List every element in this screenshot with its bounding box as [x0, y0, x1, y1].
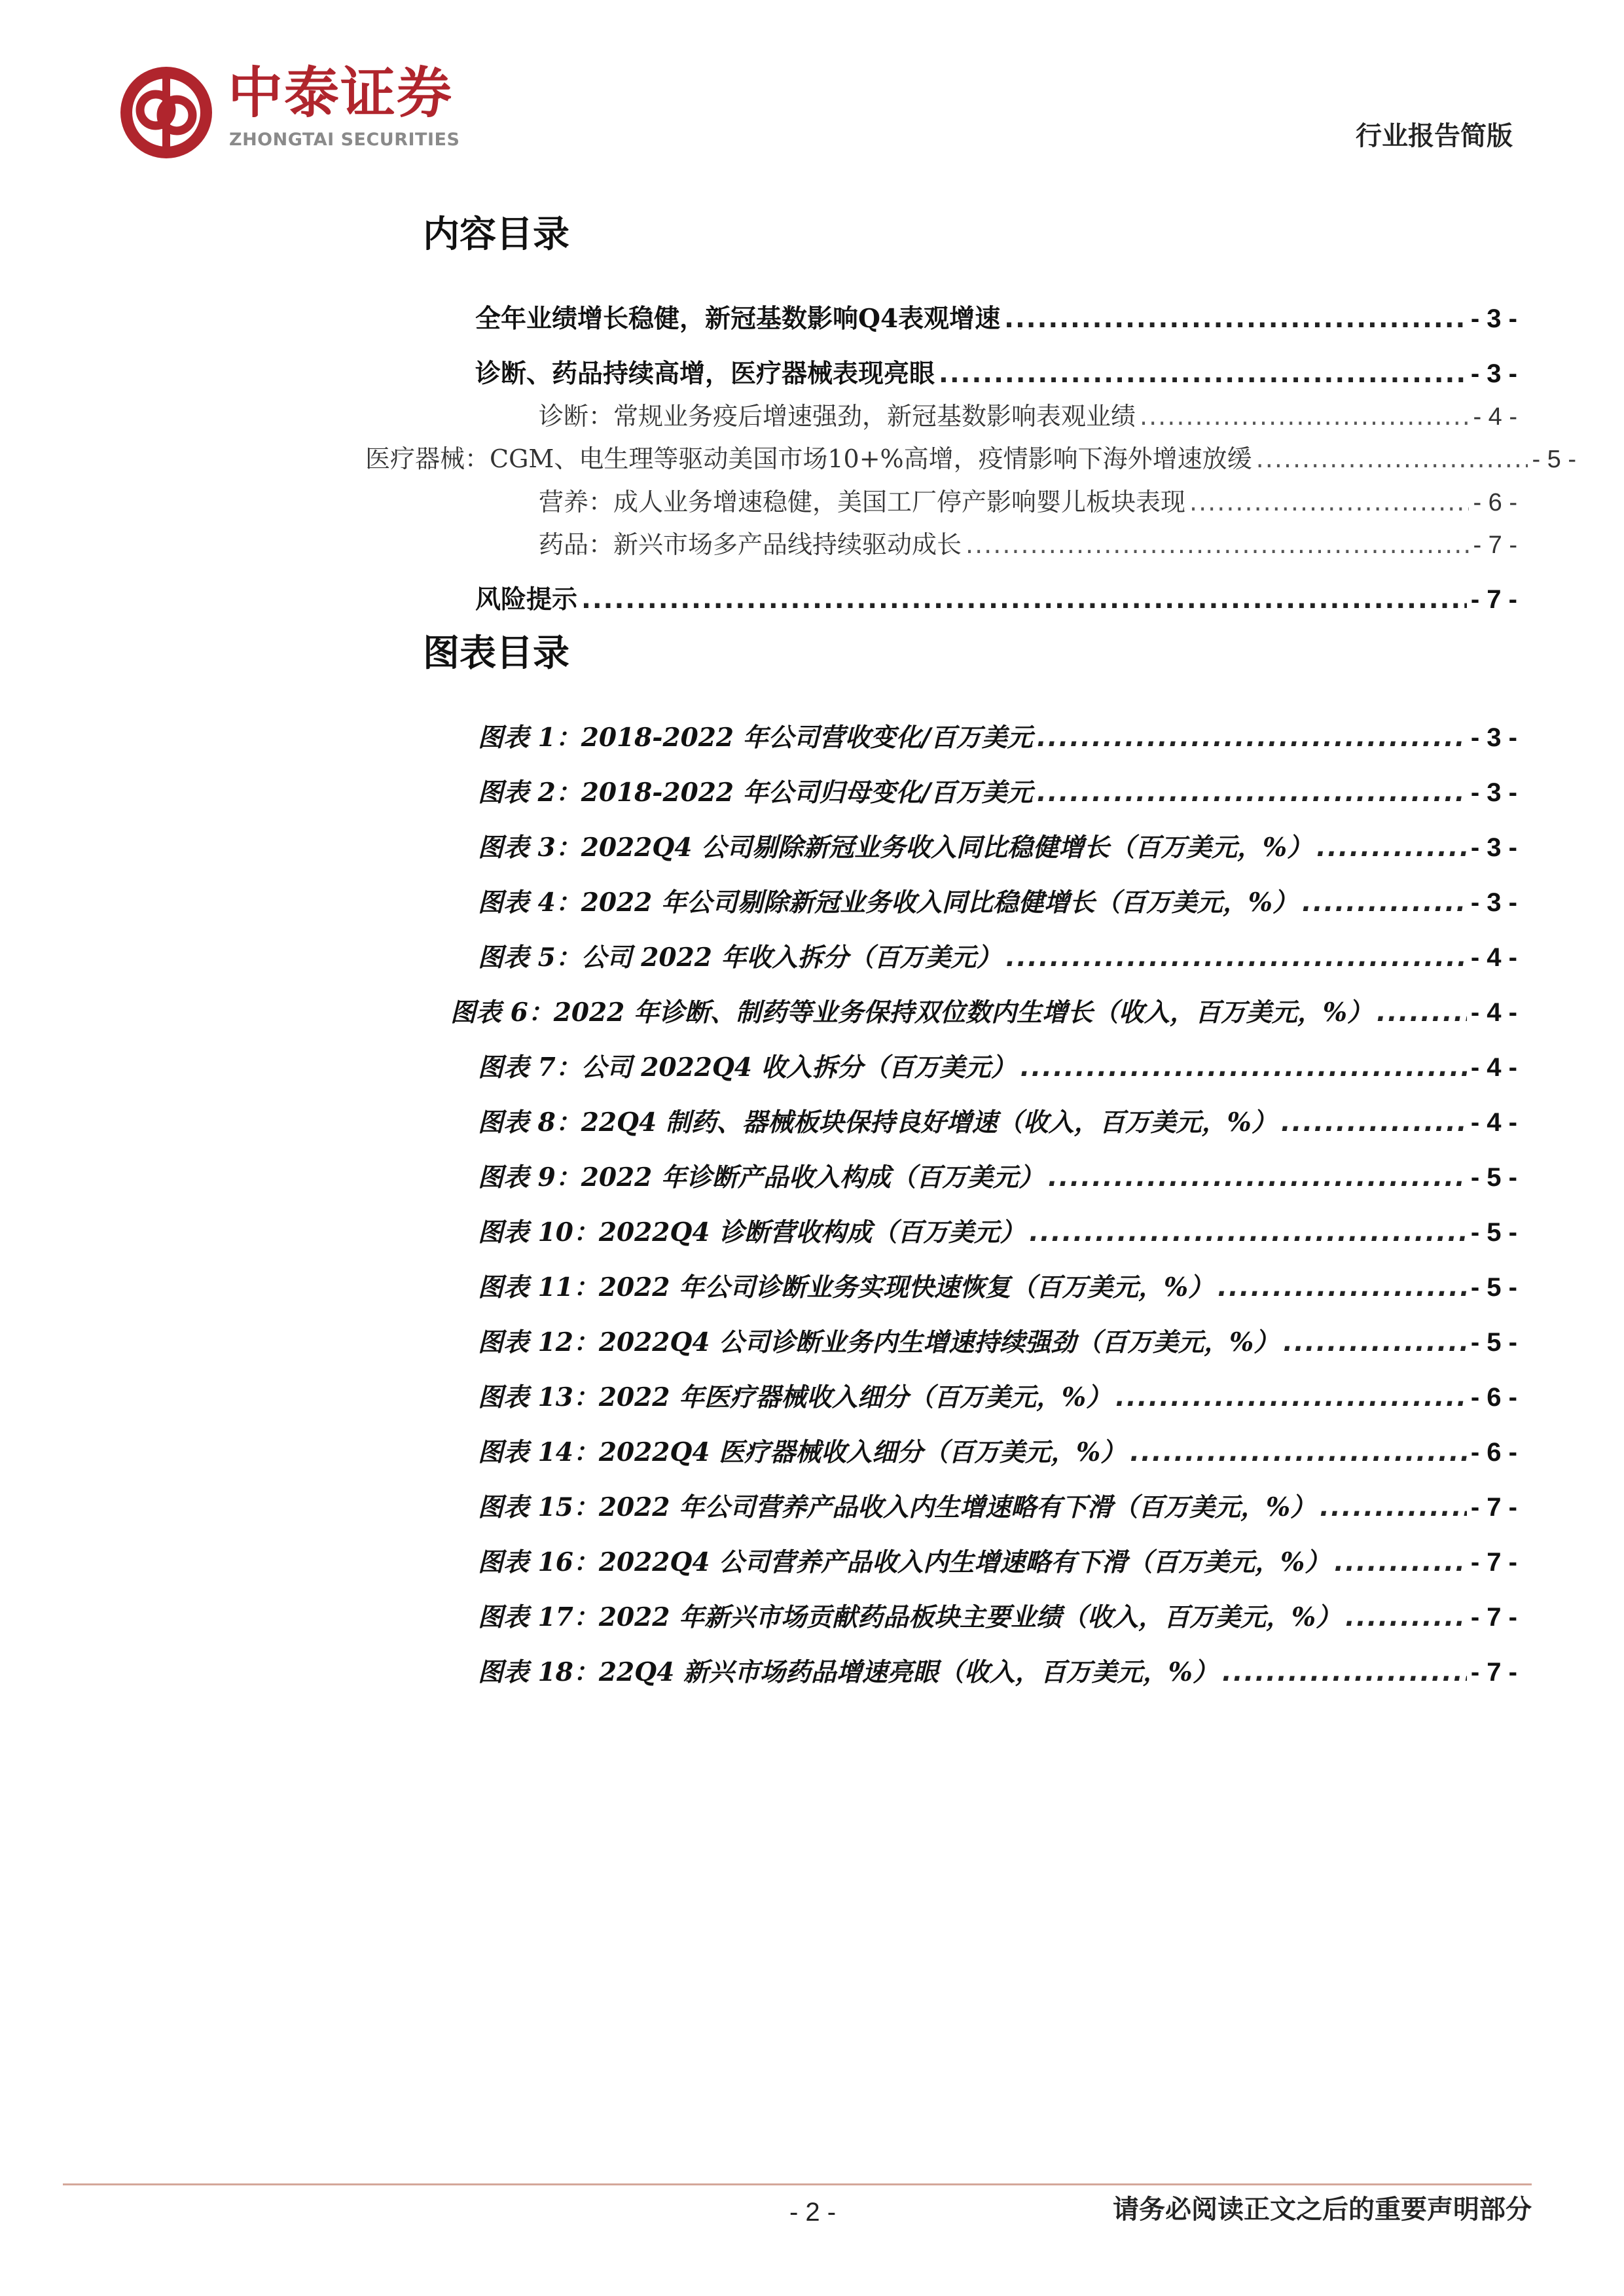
figure-item[interactable] [478, 1597, 1517, 1632]
dot-leader [1283, 1328, 1467, 1357]
toc-item-text: 诊断：常规业务疫后增速强劲，新冠基数影响表观业绩 [539, 402, 1136, 431]
toc-item-text: 全年业绩增长稳健，新冠基数影响Q4表观增速 [475, 304, 1001, 334]
figure-item-page: - 5 - [1470, 1328, 1517, 1357]
toc-item[interactable] [475, 579, 1517, 615]
dot-leader [1281, 1108, 1467, 1138]
figure-item-text: 图表 12：2022Q4 公司诊断业务内生增速持续强劲（百万美元，%） [478, 1327, 1280, 1357]
figure-item-text: 图表 13：2022 年医疗器械收入细分（百万美元，%） [478, 1382, 1112, 1412]
dot-leader [1345, 1603, 1467, 1632]
toc-item[interactable] [475, 353, 1517, 389]
figure-item-text: 图表 2：2018-2022 年公司归母变化/百万美元 [478, 778, 1033, 808]
dot-leader [1218, 1273, 1467, 1302]
toc-item-page: - 5 - [1532, 446, 1576, 473]
dot-leader [1256, 444, 1528, 473]
toc-item-page: - 7 - [1470, 585, 1517, 614]
page-header [0, 0, 1624, 170]
figure-item-page: - 7 - [1470, 1493, 1517, 1522]
dot-leader [1302, 888, 1467, 918]
figure-item-page: - 4 - [1470, 1053, 1517, 1082]
figure-item-text: 图表 18：22Q4 新兴市场药品增速亮眼（收入，百万美元，%） [478, 1657, 1218, 1687]
dot-leader [1020, 1053, 1467, 1083]
dot-leader [965, 530, 1469, 559]
dot-leader [1037, 778, 1467, 808]
figure-item-text: 图表 8：22Q4 制药、器械板块保持良好增速（收入，百万美元，%） [478, 1107, 1277, 1138]
figure-item-page: - 5 - [1470, 1273, 1517, 1302]
figure-item[interactable] [478, 1652, 1517, 1687]
figure-item-text: 图表 7：公司 2022Q4 收入拆分（百万美元） [478, 1052, 1017, 1083]
figure-item-page: - 6 - [1470, 1383, 1517, 1412]
dot-leader [939, 359, 1467, 389]
figure-item-page: - 3 - [1470, 833, 1517, 862]
toc-item[interactable] [539, 396, 1517, 431]
figure-item[interactable] [478, 1432, 1517, 1467]
dot-leader [1130, 1438, 1467, 1467]
toc-item-text: 诊断、药品持续高增，医疗器械表现亮眼 [475, 359, 935, 389]
toc-item[interactable] [365, 439, 1576, 473]
footer-disclaimer: 请务必阅读正文之后的重要声明部分 [1113, 2194, 1532, 2225]
dot-leader [1316, 833, 1467, 863]
toc-item-text: 医疗器械：CGM、电生理等驱动美国市场10+%高增，疫情影响下海外增速放缓 [365, 444, 1252, 473]
figure-item-text: 图表 4：2022 年公司剔除新冠业务收入同比稳健增长（百万美元，%） [478, 888, 1298, 918]
figure-item[interactable] [478, 1047, 1517, 1083]
figure-item[interactable] [478, 1322, 1517, 1357]
figure-item[interactable] [478, 1542, 1517, 1577]
figure-item-page: - 3 - [1470, 888, 1517, 917]
figure-item-text: 图表 9：2022 年诊断产品收入构成（百万美元） [478, 1162, 1044, 1193]
dot-leader [1005, 943, 1466, 973]
figure-item-page: - 5 - [1470, 1163, 1517, 1192]
figure-item-text: 图表 14：2022Q4 医疗器械收入细分（百万美元，%） [478, 1437, 1127, 1467]
toc-item-page: - 3 - [1470, 304, 1517, 333]
toc-item-page: - 4 - [1473, 403, 1517, 431]
figure-item-text: 图表 16：2022Q4 公司营养产品收入内生增速略有下滑（百万美元，%） [478, 1547, 1331, 1577]
zhongtai-logo-icon [118, 64, 215, 161]
figure-item-page: - 7 - [1470, 1548, 1517, 1577]
toc-item[interactable] [539, 482, 1517, 516]
toc-item-page: - 7 - [1473, 531, 1517, 559]
figure-item[interactable] [478, 772, 1517, 808]
figures-title: 图表目录 [423, 632, 569, 675]
figure-item-text: 图表 17：2022 年新兴市场贡献药品板块主要业绩（收入，百万美元，%） [478, 1602, 1342, 1632]
page-number: - 2 - [789, 2198, 837, 2227]
figure-item[interactable] [478, 717, 1517, 753]
figure-item-page: - 5 - [1470, 1218, 1517, 1247]
figure-item[interactable] [450, 992, 1517, 1028]
figure-item-text: 图表 11：2022 年公司诊断业务实现快速恢复（百万美元，%） [478, 1272, 1214, 1302]
figure-item-page: - 4 - [1470, 998, 1517, 1027]
figure-item[interactable] [478, 1157, 1517, 1193]
brand-name-en: ZHONGTAI SECURITIES [229, 130, 460, 150]
dot-leader [1222, 1658, 1467, 1687]
figure-item-text: 图表 15：2022 年公司营养产品收入内生增速略有下滑（百万美元，%） [478, 1492, 1316, 1522]
dot-leader [1048, 1163, 1467, 1193]
dot-leader [1377, 998, 1467, 1028]
figure-item-page: - 4 - [1470, 943, 1517, 972]
toc-item[interactable] [539, 524, 1517, 559]
figure-item[interactable] [478, 827, 1517, 863]
figure-item-text: 图表 6：2022 年诊断、制药等业务保持双位数内生增长（收入，百万美元，%） [450, 997, 1373, 1028]
toc-title: 内容目录 [423, 213, 569, 256]
figure-item-page: - 3 - [1470, 778, 1517, 807]
figure-item[interactable] [478, 1102, 1517, 1138]
toc-item-text: 营养：成人业务增速稳健，美国工厂停产影响婴儿板块表现 [539, 488, 1186, 516]
figure-item-page: - 4 - [1470, 1108, 1517, 1137]
figure-item-page: - 7 - [1470, 1603, 1517, 1632]
figure-item-text: 图表 3：2022Q4 公司剔除新冠业务收入同比稳健增长（百万美元，%） [478, 833, 1313, 863]
figure-item[interactable] [478, 882, 1517, 918]
figure-item[interactable] [478, 1212, 1517, 1247]
dot-leader [1115, 1383, 1467, 1412]
dot-leader [1334, 1548, 1467, 1577]
figure-item-text: 图表 10：2022Q4 诊断营收构成（百万美元） [478, 1217, 1026, 1247]
toc-item-text: 风险提示 [475, 584, 578, 615]
toc-item-page: - 3 - [1470, 359, 1517, 388]
figure-item-page: - 7 - [1470, 1658, 1517, 1687]
figure-item[interactable] [478, 1487, 1517, 1522]
toc-item[interactable] [475, 298, 1517, 334]
figure-item-text: 图表 5：公司 2022 年收入拆分（百万美元） [478, 942, 1002, 973]
toc-item-page: - 6 - [1473, 489, 1517, 516]
footer-divider [63, 2183, 1532, 2185]
dot-leader [1037, 723, 1467, 753]
dot-leader [1320, 1493, 1467, 1522]
figure-item-page: - 6 - [1470, 1438, 1517, 1467]
dot-leader [1189, 488, 1469, 516]
dot-leader [1029, 1218, 1467, 1247]
figure-item-text: 图表 1：2018-2022 年公司营收变化/百万美元 [478, 723, 1033, 753]
toc-item-text: 药品：新兴市场多产品线持续驱动成长 [539, 530, 962, 559]
figure-item[interactable] [478, 937, 1517, 973]
figure-item[interactable] [478, 1377, 1517, 1412]
brand-name-cn: 中泰证券 [228, 61, 454, 125]
report-type-label: 行业报告简版 [1356, 120, 1513, 151]
figure-item[interactable] [478, 1267, 1517, 1302]
dot-leader [1004, 304, 1467, 334]
dot-leader [1140, 402, 1469, 431]
figure-item-page: - 3 - [1470, 723, 1517, 752]
dot-leader [581, 585, 1467, 615]
